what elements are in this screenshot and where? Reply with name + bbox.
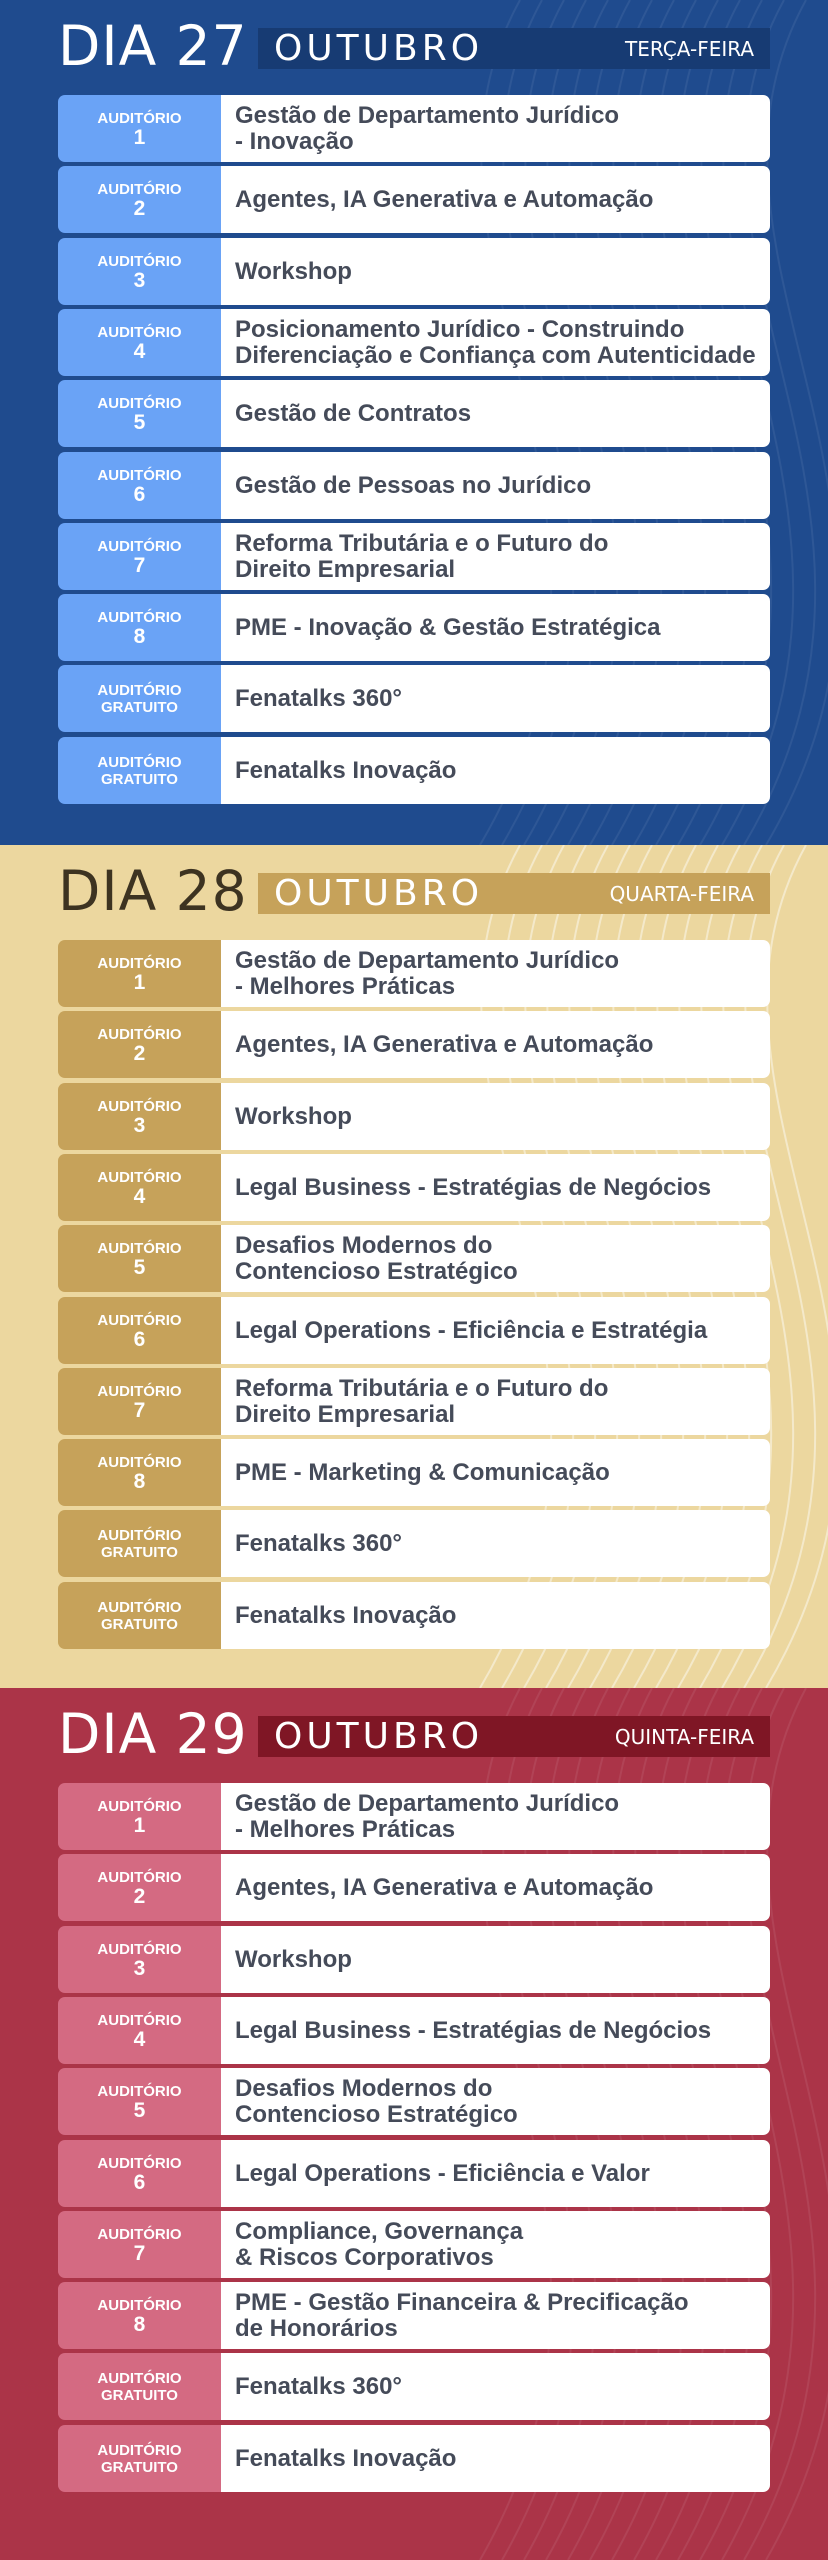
auditorium-badge — [58, 1297, 221, 1364]
auditorium-number: 2 — [133, 1884, 146, 1908]
session-row — [58, 2140, 770, 2207]
session-title — [221, 2425, 770, 2492]
auditorium-badge — [58, 1225, 221, 1292]
auditorium-number: 7 — [133, 2241, 146, 2265]
auditorium-label: AUDITÓRIO — [97, 1097, 182, 1115]
auditorium-badge — [58, 95, 221, 162]
auditorium-label: AUDITÓRIO — [97, 252, 182, 270]
auditorium-number: 2 — [133, 196, 146, 220]
auditorium-label: AUDITÓRIO — [97, 323, 182, 341]
session-row — [58, 2282, 770, 2349]
auditorium-number: 1 — [133, 970, 146, 994]
session-row — [58, 1368, 770, 1435]
auditorium-number: 6 — [133, 1327, 146, 1351]
session-title-line: Legal Business - Estratégias de Negócios — [235, 2016, 712, 2044]
auditorium-number: 3 — [133, 1113, 146, 1137]
session-title — [221, 1854, 770, 1921]
session-row — [58, 1439, 770, 1506]
auditorium-label: AUDITÓRIO — [97, 2225, 182, 2243]
session-title-line: Workshop — [235, 1945, 352, 1973]
auditorium-badge — [58, 380, 221, 447]
session-title — [221, 737, 770, 804]
session-row — [58, 166, 770, 233]
auditorium-label: AUDITÓRIO — [97, 2154, 182, 2172]
session-title — [221, 95, 770, 162]
session-title — [221, 2282, 770, 2349]
auditorium-badge — [58, 737, 221, 804]
session-title-line: Gestão de Departamento Jurídico — [235, 1789, 620, 1817]
auditorium-number: 6 — [133, 482, 146, 506]
session-row — [58, 95, 770, 162]
session-row — [58, 1011, 770, 1078]
auditorium-number: GRATUITO — [101, 1543, 178, 1561]
session-title-line: Gestão de Contratos — [235, 399, 472, 427]
auditorium-label: AUDITÓRIO — [97, 180, 182, 198]
auditorium-number: 5 — [133, 2098, 146, 2122]
session-title-line: Direito Empresarial — [235, 555, 456, 583]
session-row — [58, 1225, 770, 1292]
session-title-line: Contencioso Estratégico — [235, 1257, 518, 1285]
auditorium-label: AUDITÓRIO — [97, 466, 182, 484]
session-row — [58, 1854, 770, 1921]
auditorium-badge — [58, 238, 221, 305]
auditorium-number: GRATUITO — [101, 698, 178, 716]
auditorium-number: 8 — [133, 2312, 146, 2336]
auditorium-number: 7 — [133, 553, 146, 577]
auditorium-number: GRATUITO — [101, 2458, 178, 2476]
session-title-line: Legal Operations - Eficiência e Valor — [235, 2159, 650, 2187]
session-title — [221, 2140, 770, 2207]
session-title-line: - Melhores Práticas — [235, 1815, 456, 1843]
auditorium-number: 6 — [133, 2170, 146, 2194]
session-title-line: Agentes, IA Generativa e Automação — [235, 1030, 654, 1058]
auditorium-label: AUDITÓRIO — [97, 1239, 182, 1257]
auditorium-label: AUDITÓRIO — [97, 1526, 182, 1544]
session-title — [221, 452, 770, 519]
auditorium-label: AUDITÓRIO — [97, 954, 182, 972]
auditorium-badge — [58, 1368, 221, 1435]
session-row — [58, 1997, 770, 2064]
auditorium-badge — [58, 166, 221, 233]
auditorium-label: AUDITÓRIO — [97, 1311, 182, 1329]
session-title-line: Legal Business - Estratégias de Negócios — [235, 1173, 712, 1201]
auditorium-badge — [58, 523, 221, 590]
auditorium-label: AUDITÓRIO — [97, 394, 182, 412]
session-title-line: Fenatalks 360° — [235, 1529, 403, 1557]
auditorium-badge — [58, 2282, 221, 2349]
auditorium-badge — [58, 2140, 221, 2207]
auditorium-label: AUDITÓRIO — [97, 1453, 182, 1471]
session-title — [221, 1368, 770, 1435]
day-number: DIA 27 — [58, 14, 248, 78]
session-title-line: Gestão de Departamento Jurídico — [235, 946, 620, 974]
auditorium-number: 1 — [133, 125, 146, 149]
auditorium-badge — [58, 452, 221, 519]
session-title-line: Gestão de Pessoas no Jurídico — [235, 471, 592, 499]
session-title-line: Contencioso Estratégico — [235, 2100, 518, 2128]
auditorium-label: AUDITÓRIO — [97, 2441, 182, 2459]
day-section — [0, 0, 828, 845]
session-title — [221, 238, 770, 305]
auditorium-badge — [58, 2211, 221, 2278]
auditorium-label: AUDITÓRIO — [97, 681, 182, 699]
session-title-line: Workshop — [235, 1102, 352, 1130]
auditorium-number: 5 — [133, 1255, 146, 1279]
auditorium-badge — [58, 594, 221, 661]
month-label: OUTUBRO — [274, 873, 484, 914]
auditorium-badge — [58, 1083, 221, 1150]
session-row — [58, 2068, 770, 2135]
month-label: OUTUBRO — [274, 28, 484, 69]
auditorium-number: GRATUITO — [101, 1615, 178, 1633]
auditorium-label: AUDITÓRIO — [97, 1868, 182, 1886]
auditorium-number: 3 — [133, 268, 146, 292]
auditorium-label: AUDITÓRIO — [97, 1598, 182, 1616]
session-title — [221, 2211, 770, 2278]
session-title — [221, 380, 770, 447]
session-row — [58, 523, 770, 590]
weekday-label: QUARTA-FEIRA — [609, 882, 754, 906]
session-title — [221, 1297, 770, 1364]
session-title-line: Reforma Tributária e o Futuro do — [235, 1374, 609, 1402]
session-row — [58, 309, 770, 376]
auditorium-badge — [58, 1854, 221, 1921]
auditorium-badge — [58, 1011, 221, 1078]
session-title-line: Fenatalks Inovação — [235, 756, 457, 784]
session-row — [58, 452, 770, 519]
day-header — [58, 1702, 770, 1766]
session-row — [58, 665, 770, 732]
session-title — [221, 1582, 770, 1649]
auditorium-number: 8 — [133, 624, 146, 648]
session-title — [221, 166, 770, 233]
session-title — [221, 309, 770, 376]
auditorium-badge — [58, 1582, 221, 1649]
session-row — [58, 1926, 770, 1993]
session-title — [221, 1083, 770, 1150]
auditorium-number: 4 — [133, 339, 146, 363]
auditorium-label: AUDITÓRIO — [97, 2296, 182, 2314]
session-title-line: Fenatalks 360° — [235, 684, 403, 712]
session-title — [221, 1510, 770, 1577]
auditorium-badge — [58, 940, 221, 1007]
session-row — [58, 940, 770, 1007]
session-title-line: Workshop — [235, 257, 352, 285]
auditorium-label: AUDITÓRIO — [97, 2082, 182, 2100]
auditorium-label: AUDITÓRIO — [97, 1940, 182, 1958]
auditorium-badge — [58, 309, 221, 376]
session-title-line: Reforma Tributária e o Futuro do — [235, 529, 609, 557]
auditorium-badge — [58, 2425, 221, 2492]
session-title — [221, 1011, 770, 1078]
session-title-line: de Honorários — [235, 2314, 398, 2342]
session-title-line: Fenatalks Inovação — [235, 2444, 457, 2472]
day-section — [0, 845, 828, 1688]
weekday-label: QUINTA-FEIRA — [614, 1725, 754, 1749]
session-title-line: PME - Marketing & Comunicação — [235, 1458, 610, 1486]
auditorium-badge — [58, 1783, 221, 1850]
session-row — [58, 594, 770, 661]
session-row — [58, 1510, 770, 1577]
session-title-line: Agentes, IA Generativa e Automação — [235, 185, 654, 213]
auditorium-label: AUDITÓRIO — [97, 753, 182, 771]
session-row — [58, 1297, 770, 1364]
session-title — [221, 1926, 770, 1993]
session-title — [221, 665, 770, 732]
session-title-line: Direito Empresarial — [235, 1400, 456, 1428]
auditorium-label: AUDITÓRIO — [97, 1797, 182, 1815]
session-row — [58, 1582, 770, 1649]
auditorium-number: 8 — [133, 1469, 146, 1493]
auditorium-label: AUDITÓRIO — [97, 1025, 182, 1043]
auditorium-number: 4 — [133, 1184, 146, 1208]
session-title — [221, 1997, 770, 2064]
auditorium-label: AUDITÓRIO — [97, 2369, 182, 2387]
auditorium-badge — [58, 665, 221, 732]
month-bar — [258, 28, 770, 69]
auditorium-badge — [58, 2353, 221, 2420]
day-header — [58, 14, 770, 78]
month-bar — [258, 1716, 770, 1757]
session-row — [58, 2211, 770, 2278]
auditorium-badge — [58, 1926, 221, 1993]
session-title-line: Legal Operations - Eficiência e Estratégia — [235, 1316, 708, 1344]
session-title — [221, 2353, 770, 2420]
auditorium-label: AUDITÓRIO — [97, 608, 182, 626]
session-title — [221, 940, 770, 1007]
auditorium-label: AUDITÓRIO — [97, 109, 182, 127]
session-title-line: PME - Inovação & Gestão Estratégica — [235, 613, 661, 641]
session-title — [221, 523, 770, 590]
session-title-line: - Melhores Práticas — [235, 972, 456, 1000]
auditorium-badge — [58, 1510, 221, 1577]
session-row — [58, 238, 770, 305]
session-title-line: Fenatalks Inovação — [235, 1601, 457, 1629]
auditorium-badge — [58, 1997, 221, 2064]
session-title-line: Fenatalks 360° — [235, 2372, 403, 2400]
auditorium-label: AUDITÓRIO — [97, 2011, 182, 2029]
auditorium-number: GRATUITO — [101, 770, 178, 788]
session-title — [221, 1439, 770, 1506]
session-title-line: Agentes, IA Generativa e Automação — [235, 1873, 654, 1901]
session-row — [58, 2425, 770, 2492]
auditorium-number: 2 — [133, 1041, 146, 1065]
session-title-line: Compliance, Governança — [235, 2217, 524, 2245]
auditorium-number: 1 — [133, 1813, 146, 1837]
session-title-line: - Inovação — [235, 127, 354, 155]
auditorium-label: AUDITÓRIO — [97, 1168, 182, 1186]
day-header — [58, 859, 770, 923]
day-number: DIA 29 — [58, 1702, 248, 1766]
session-title — [221, 1225, 770, 1292]
session-row — [58, 380, 770, 447]
day-number: DIA 28 — [58, 859, 248, 923]
month-bar — [258, 873, 770, 914]
session-title-line: Desafios Modernos do — [235, 1231, 493, 1259]
month-label: OUTUBRO — [274, 1716, 484, 1757]
session-title — [221, 1154, 770, 1221]
day-section — [0, 1688, 828, 2560]
session-title-line: & Riscos Corporativos — [235, 2243, 494, 2271]
auditorium-number: 3 — [133, 1956, 146, 1980]
auditorium-number: 7 — [133, 1398, 146, 1422]
auditorium-number: 4 — [133, 2027, 146, 2051]
session-title-line: Desafios Modernos do — [235, 2074, 493, 2102]
session-row — [58, 2353, 770, 2420]
session-title — [221, 2068, 770, 2135]
auditorium-badge — [58, 1154, 221, 1221]
session-title-line: PME - Gestão Financeira & Precificação — [235, 2288, 689, 2316]
session-row — [58, 1154, 770, 1221]
auditorium-label: AUDITÓRIO — [97, 537, 182, 555]
session-row — [58, 1083, 770, 1150]
weekday-label: TERÇA-FEIRA — [625, 37, 754, 61]
session-title — [221, 1783, 770, 1850]
auditorium-label: AUDITÓRIO — [97, 1382, 182, 1400]
auditorium-badge — [58, 2068, 221, 2135]
auditorium-number: GRATUITO — [101, 2386, 178, 2404]
session-title-line: Diferenciação e Confiança com Autenticidade — [235, 341, 756, 369]
session-row — [58, 737, 770, 804]
auditorium-number: 5 — [133, 410, 146, 434]
auditorium-badge — [58, 1439, 221, 1506]
session-title-line: Gestão de Departamento Jurídico — [235, 101, 620, 129]
session-row — [58, 1783, 770, 1850]
session-title-line: Posicionamento Jurídico - Construindo — [235, 315, 685, 343]
session-title — [221, 594, 770, 661]
